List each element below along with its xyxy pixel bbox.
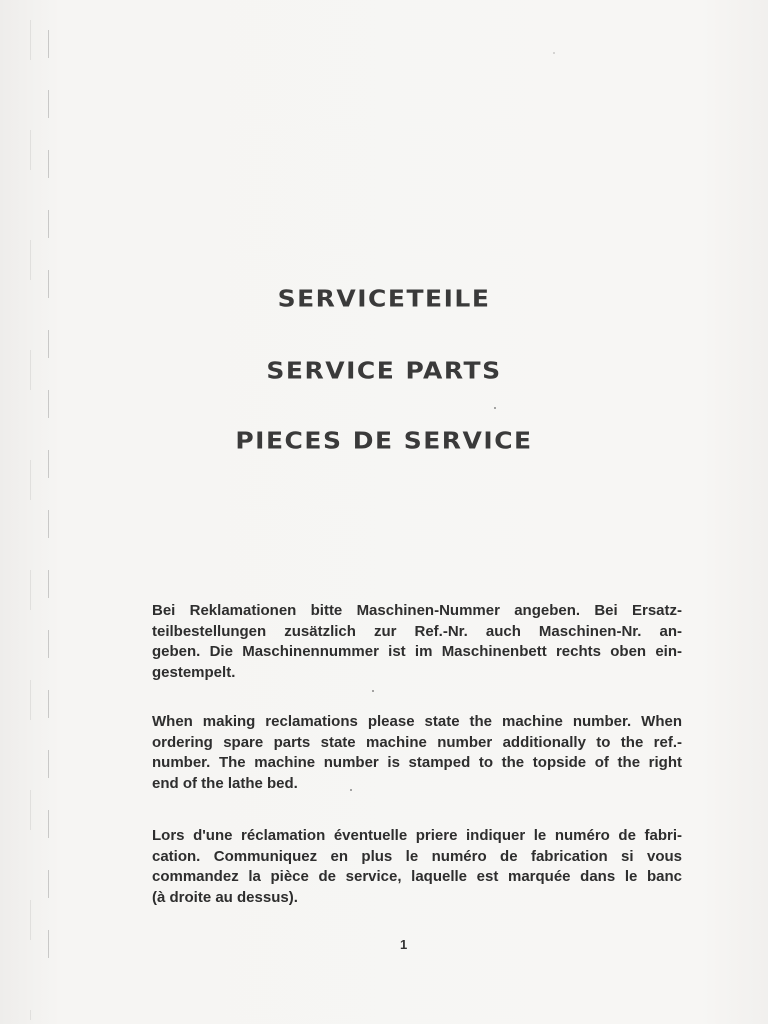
title-german: SERVICETEILE xyxy=(277,285,491,312)
paragraph-line: gestempelt. xyxy=(152,663,236,681)
scan-speck xyxy=(494,407,496,409)
scan-speck xyxy=(350,789,352,791)
paragraph-line: ordering spare parts state machine number additionally to the ref.- xyxy=(152,733,682,751)
title-french: PIECES DE SERVICE xyxy=(235,427,533,454)
title-english: SERVICE PARTS xyxy=(266,357,502,384)
scan-margin-shadow xyxy=(30,20,31,1020)
scan-margin-line xyxy=(48,30,49,990)
paragraph-french xyxy=(152,826,682,908)
paragraph-line: commandez la pièce de service, laquelle est marquée dans le banc xyxy=(152,868,682,885)
paragraph-line: (à droite au dessus). xyxy=(152,888,298,906)
paragraph-line: cation. Communiquez en plus le numéro de fabrication si vous xyxy=(152,847,682,865)
paragraph-english xyxy=(152,712,682,794)
paragraph-line: When making reclamations please state the machine number. When xyxy=(152,713,682,730)
paragraph-line: end of the lathe bed. xyxy=(152,774,298,792)
page-number: 1 xyxy=(400,937,408,952)
scan-speck xyxy=(372,690,374,692)
paragraph-line: teilbestellungen zusätzlich zur Ref.-Nr. auch Maschinen-Nr. an- xyxy=(152,622,682,640)
paragraph-line: Lors d'une réclamation éventuelle priere indiquer le numéro de fabri- xyxy=(152,827,682,844)
paragraph-line: Bei Reklamationen bitte Maschinen-Nummer angeben. Bei Ersatz- xyxy=(152,602,682,619)
scan-speck xyxy=(553,52,555,54)
paragraph-line: geben. Die Maschinennummer ist im Maschinenbett rechts oben ein- xyxy=(152,643,682,660)
paragraph-german xyxy=(152,601,682,683)
paragraph-line: number. The machine number is stamped to the topside of the right xyxy=(152,754,682,771)
